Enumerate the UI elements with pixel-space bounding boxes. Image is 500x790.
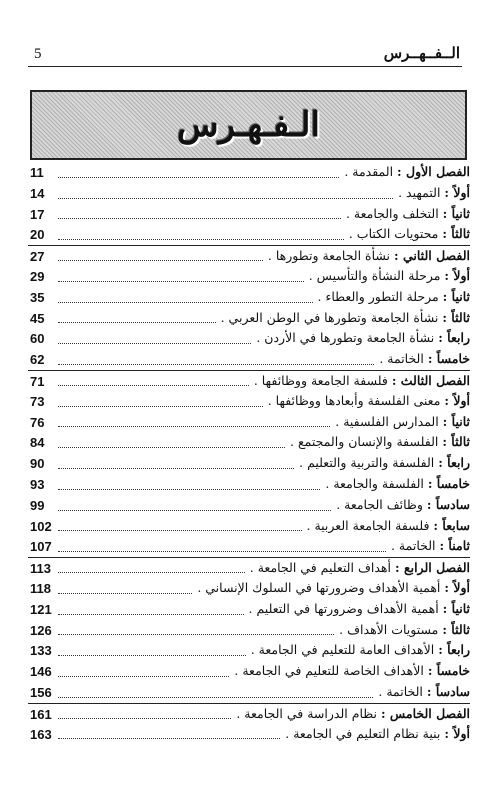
toc-entry-title: أهداف التعليم في الجامعة . [249, 560, 395, 576]
toc-dot-leader [58, 551, 386, 552]
toc-section-row [28, 328, 470, 349]
toc-page-number: 27 [30, 249, 45, 265]
toc-dot-leader [58, 406, 263, 407]
toc-entry-label [296, 455, 470, 470]
toc-page-number: 102 [30, 518, 52, 534]
toc-page-number: 35 [30, 289, 45, 305]
toc-entry-prefix: أولاً : [444, 184, 470, 200]
toc-dot-leader [58, 614, 244, 615]
toc-dot-leader [58, 426, 330, 427]
toc-entry-label [395, 185, 470, 200]
toc-section-row [28, 183, 470, 204]
toc-entry-prefix: الفصل الرابع : [394, 560, 470, 576]
toc-entry-label [265, 393, 470, 408]
toc-entry-prefix: ثانياً : [442, 288, 470, 304]
toc-entry-label [376, 351, 470, 366]
toc-entry-prefix: ثانياً : [442, 600, 470, 616]
toc-entry-label [246, 601, 470, 616]
toc-entry-prefix: رابعاً : [438, 330, 470, 346]
toc-section-row [28, 349, 470, 370]
toc-dot-leader [58, 322, 216, 323]
toc-entry-label [231, 663, 470, 678]
toc-dot-leader [58, 738, 280, 739]
toc-page-number: 60 [30, 331, 45, 347]
toc-dot-leader [58, 177, 339, 178]
toc-entry-prefix: ثالثاً : [442, 621, 470, 637]
toc-entry-prefix: ثانياً : [442, 413, 470, 429]
toc-entry-title: أهمية الأهداف وضرورتها في السلوك الإنساني . [197, 579, 445, 595]
toc-entry-title: مرحلة النشأة والتأسيس . [308, 267, 445, 283]
toc-page-number: 121 [30, 601, 52, 617]
toc-entry-label [194, 580, 470, 595]
toc-entry-title: وظائف الجامعة . [336, 496, 427, 512]
toc-chapter-row [28, 162, 470, 183]
toc-entry-prefix: رابعاً : [438, 642, 470, 658]
toc-entry-title: الأهداف الخاصة للتعليم في الجامعة . [234, 663, 428, 679]
toc-entry-label [388, 538, 470, 553]
toc-dot-leader [58, 302, 313, 303]
toc-dot-leader [58, 364, 374, 365]
toc-section-row [28, 536, 470, 557]
toc-page-number: 161 [30, 706, 52, 722]
toc-section-row [28, 453, 470, 474]
toc-dot-leader [58, 343, 251, 344]
toc-entry-label [306, 268, 470, 283]
toc-chapter-row [28, 370, 470, 391]
toc-section-row [28, 474, 470, 495]
page-header [28, 40, 462, 67]
toc-dot-leader [58, 198, 393, 199]
toc-section-row [28, 724, 470, 745]
toc-entry-prefix: الفصل الخامس : [380, 705, 470, 721]
title-banner [30, 90, 467, 160]
toc-chapter-row [28, 557, 470, 578]
toc-section-row [28, 432, 470, 453]
toc-entry-prefix: ثامناً : [439, 538, 470, 554]
toc-entry-label [304, 518, 470, 533]
toc-dot-leader [58, 676, 229, 677]
toc-entry-label [343, 206, 470, 221]
toc-entry-prefix: أولاً : [444, 392, 470, 408]
toc-entry-title: بنية نظام التعليم في الجامعة . [285, 725, 445, 741]
toc-section-row [28, 391, 470, 412]
toc-page-number: 17 [30, 206, 45, 222]
toc-section-row [28, 287, 470, 308]
toc-page-number: 73 [30, 393, 45, 409]
toc-dot-leader [58, 655, 246, 656]
toc-entry-label [315, 289, 470, 304]
toc-entry-prefix: ثالثاً : [442, 309, 470, 325]
toc-dot-leader [58, 530, 302, 531]
toc-section-row [28, 204, 470, 225]
toc-entry-label [251, 373, 470, 388]
toc-entry-prefix: الفصل الأول : [397, 164, 470, 179]
toc-entry-title: نشأة الجامعة وتطورها في الأردن . [256, 330, 439, 346]
toc-page-number: 14 [30, 185, 45, 201]
toc-entry-prefix: أولاً : [444, 579, 470, 595]
toc-section-row [28, 661, 470, 682]
toc-entry-title: الخاتمة . [390, 538, 440, 554]
toc-page-number: 45 [30, 310, 45, 326]
toc-dot-leader [58, 468, 294, 469]
toc-entry-prefix: سابعاً : [433, 517, 470, 533]
toc-entry-title: المدارس الفلسفية . [335, 413, 443, 429]
toc-page-number: 71 [30, 373, 45, 389]
running-title: الــفــهــرس [383, 44, 460, 62]
toc-entry-prefix: سادساً : [426, 683, 470, 699]
toc-entry-title: الفلسفة والجامعة . [325, 475, 428, 491]
toc-page-number: 20 [30, 227, 45, 243]
toc-entry-label [336, 622, 470, 637]
toc-page-number: 107 [30, 539, 52, 555]
toc-section-row [28, 308, 470, 329]
toc-page-number: 163 [30, 726, 52, 742]
toc-dot-leader [58, 385, 249, 386]
toc-entry-title: نشأة الجامعة وتطورها في الوطن العربي . [220, 309, 443, 325]
toc-entry-title: فلسفة الجامعة ووظائفها . [253, 372, 392, 388]
toc-entry-label [346, 226, 470, 241]
toc-entry-title: معنى الفلسفة وأبعادها ووظائفها . [267, 392, 445, 408]
toc-page-number: 126 [30, 622, 52, 638]
toc-section-row [28, 620, 470, 641]
toc-page-number: 133 [30, 643, 52, 659]
toc-section-row [28, 682, 470, 703]
toc-chapter-row [28, 703, 470, 724]
banner-title: الـفـهـرس [177, 105, 320, 145]
toc-entry-label [282, 726, 470, 741]
toc-dot-leader [58, 239, 344, 240]
toc-page-number: 113 [30, 561, 51, 577]
toc-entry-label [332, 414, 470, 429]
toc-dot-leader [58, 218, 341, 219]
toc-entry-title: التخلف والجامعة . [345, 205, 443, 221]
toc-page-number: 93 [30, 476, 45, 492]
toc-page-number: 90 [30, 456, 45, 472]
toc-page-number: 76 [30, 414, 45, 430]
toc-entry-title: الأهداف العامة للتعليم في الجامعة . [250, 642, 439, 658]
toc-page-number: 118 [30, 580, 51, 596]
toc-entry-prefix: خامساً : [427, 475, 470, 491]
toc-entry-prefix: ثالثاً : [442, 434, 470, 450]
toc-dot-leader [58, 572, 245, 573]
toc-entry-title: الخاتمة . [378, 683, 427, 699]
toc-page-number: 146 [30, 664, 52, 680]
toc-entry-prefix: أولاً : [444, 267, 470, 283]
toc-entry-prefix: الفصل الثالث : [391, 372, 470, 388]
toc-entry-prefix: ثانياً : [442, 205, 470, 221]
toc-entry-title: محتويات الكتاب . [348, 226, 443, 242]
toc-entry-prefix: ثالثاً : [442, 226, 470, 242]
toc-entry-label [233, 706, 470, 721]
table-of-contents [28, 162, 470, 744]
toc-entry-label [265, 248, 470, 263]
toc-entry-label [247, 560, 470, 575]
toc-entry-prefix: أولاً : [444, 725, 470, 741]
toc-entry-title: الفلسفة والتربية والتعليم . [299, 455, 439, 471]
toc-entry-title: مستويات الأهداف . [339, 621, 443, 637]
toc-dot-leader [58, 281, 304, 282]
toc-section-row [28, 640, 470, 661]
toc-entry-label [218, 310, 470, 325]
toc-dot-leader [58, 697, 373, 698]
toc-entry-label [333, 497, 470, 512]
toc-dot-leader [58, 718, 231, 719]
toc-section-row [28, 266, 470, 287]
toc-section-row [28, 516, 470, 537]
toc-entry-title: التمهيد . [398, 184, 445, 200]
toc-entry-title: الخاتمة . [379, 351, 428, 367]
toc-page-number: 29 [30, 268, 45, 284]
toc-entry-label [248, 642, 470, 657]
toc-dot-leader [58, 260, 263, 261]
toc-section-row [28, 412, 470, 433]
toc-entry-label [287, 434, 470, 449]
toc-entry-title: نظام الدراسة في الجامعة . [236, 705, 381, 721]
toc-dot-leader [58, 510, 331, 511]
toc-page-number: 11 [30, 165, 44, 180]
toc-entry-title: نشأة الجامعة وتطورها . [267, 248, 394, 264]
toc-entry-title: الفلسفة والإنسان والمجتمع . [290, 434, 443, 450]
page-number: 5 [34, 46, 42, 62]
toc-entry-label [253, 330, 470, 345]
toc-entry-label [341, 164, 470, 179]
toc-entry-title: فلسفة الجامعة العربية . [306, 517, 434, 533]
toc-entry-title: أهمية الأهداف وضرورتها في التعليم . [248, 600, 443, 616]
toc-page-number: 62 [30, 352, 45, 368]
toc-dot-leader [58, 447, 285, 448]
toc-page-number: 156 [30, 684, 52, 700]
toc-entry-label [322, 476, 470, 491]
toc-entry-prefix: خامساً : [427, 351, 470, 367]
toc-section-row [28, 599, 470, 620]
toc-entry-prefix: رابعاً : [438, 455, 470, 471]
toc-entry-title: المقدمة . [344, 164, 398, 179]
toc-section-row [28, 224, 470, 245]
toc-entry-title: مرحلة التطور والعطاء . [317, 288, 443, 304]
toc-dot-leader [58, 489, 320, 490]
toc-chapter-row [28, 245, 470, 266]
toc-entry-label [375, 684, 470, 699]
toc-entry-prefix: سادساً : [426, 496, 470, 512]
toc-section-row [28, 578, 470, 599]
toc-dot-leader [58, 634, 334, 635]
toc-entry-prefix: الفصل الثاني : [394, 248, 470, 264]
toc-entry-prefix: خامساً : [427, 663, 470, 679]
toc-section-row [28, 495, 470, 516]
toc-page-number: 84 [30, 435, 45, 451]
toc-dot-leader [58, 593, 192, 594]
toc-page-number: 99 [30, 497, 45, 513]
